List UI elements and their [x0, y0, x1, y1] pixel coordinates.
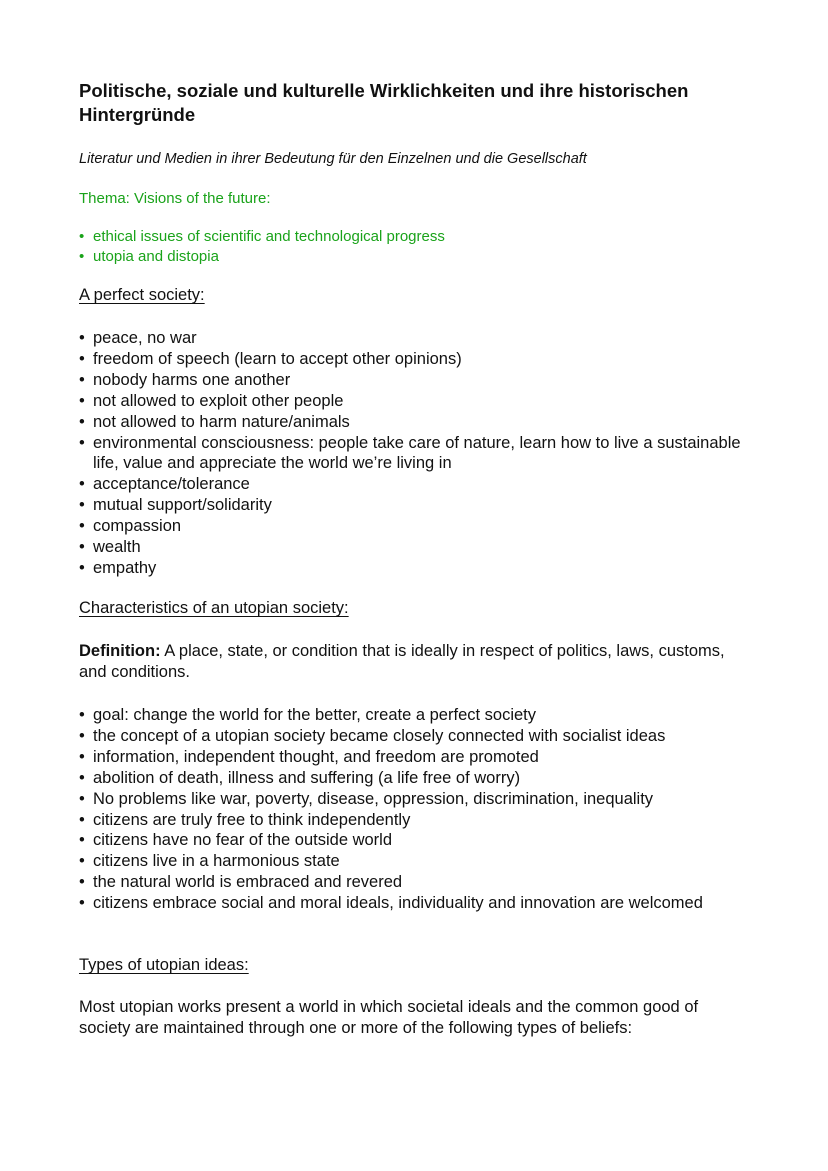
- list-item: • wealth: [79, 537, 759, 558]
- list-item: • citizens have no fear of the outside world: [79, 830, 759, 851]
- list-item: • not allowed to harm nature/animals: [79, 412, 759, 433]
- list-item: • utopia and distopia: [79, 247, 445, 267]
- list-item: • the natural world is embraced and revered: [79, 872, 759, 893]
- definition-label: Definition:: [79, 642, 161, 660]
- list-item: • abolition of death, illness and suffering (a life free of worry): [79, 768, 759, 789]
- list-item: • citizens embrace social and moral ideals, individuality and innovation are welcomed: [79, 893, 759, 914]
- thema-list: [79, 227, 445, 267]
- list-item: • environmental consciousness: people take care of nature, learn how to live a sustainable life, value and appreciate the world we’re living in: [79, 433, 759, 475]
- list-item: • ethical issues of scientific and technological progress: [79, 227, 445, 247]
- document-title: Politische, soziale und kulturelle Wirklichkeiten und ihre historischen Hintergründe: [79, 80, 689, 125]
- definition-paragraph: [79, 641, 739, 683]
- list-item: • mutual support/solidarity: [79, 495, 759, 516]
- perfect-society-list: [79, 328, 759, 579]
- list-item: • acceptance/tolerance: [79, 474, 759, 495]
- section-heading-types: Types of utopian ideas:: [79, 956, 249, 974]
- list-item: • nobody harms one another: [79, 370, 759, 391]
- list-item: • No problems like war, poverty, disease, oppression, discrimination, inequality: [79, 789, 759, 810]
- list-item: • peace, no war: [79, 328, 759, 349]
- list-item: • goal: change the world for the better, create a perfect society: [79, 705, 759, 726]
- list-item: • empathy: [79, 558, 759, 579]
- characteristics-list: [79, 705, 759, 914]
- definition-text: A place, state, or condition that is ideally in respect of politics, laws, customs, and conditions.: [79, 642, 725, 681]
- list-item: • freedom of speech (learn to accept other opinions): [79, 349, 759, 370]
- section-heading-characteristics: Characteristics of an utopian society:: [79, 599, 349, 617]
- list-item: • the concept of a utopian society became closely connected with socialist ideas: [79, 726, 759, 747]
- list-item: • compassion: [79, 516, 759, 537]
- document-subtitle: Literatur und Medien in ihrer Bedeutung für den Einzelnen und die Gesellschaft: [79, 151, 587, 167]
- types-paragraph: Most utopian works present a world in which societal ideals and the common good of society are maintained through one or more of the following types of beliefs:: [79, 998, 699, 1037]
- section-heading-perfect-society: A perfect society:: [79, 286, 205, 304]
- document-page: [79, 79, 759, 1037]
- list-item: • not allowed to exploit other people: [79, 391, 759, 412]
- list-item: • information, independent thought, and freedom are promoted: [79, 747, 759, 768]
- thema-line: Thema: Visions of the future:: [79, 190, 271, 207]
- list-item: • citizens live in a harmonious state: [79, 851, 759, 872]
- list-item: • citizens are truly free to think independently: [79, 810, 759, 831]
